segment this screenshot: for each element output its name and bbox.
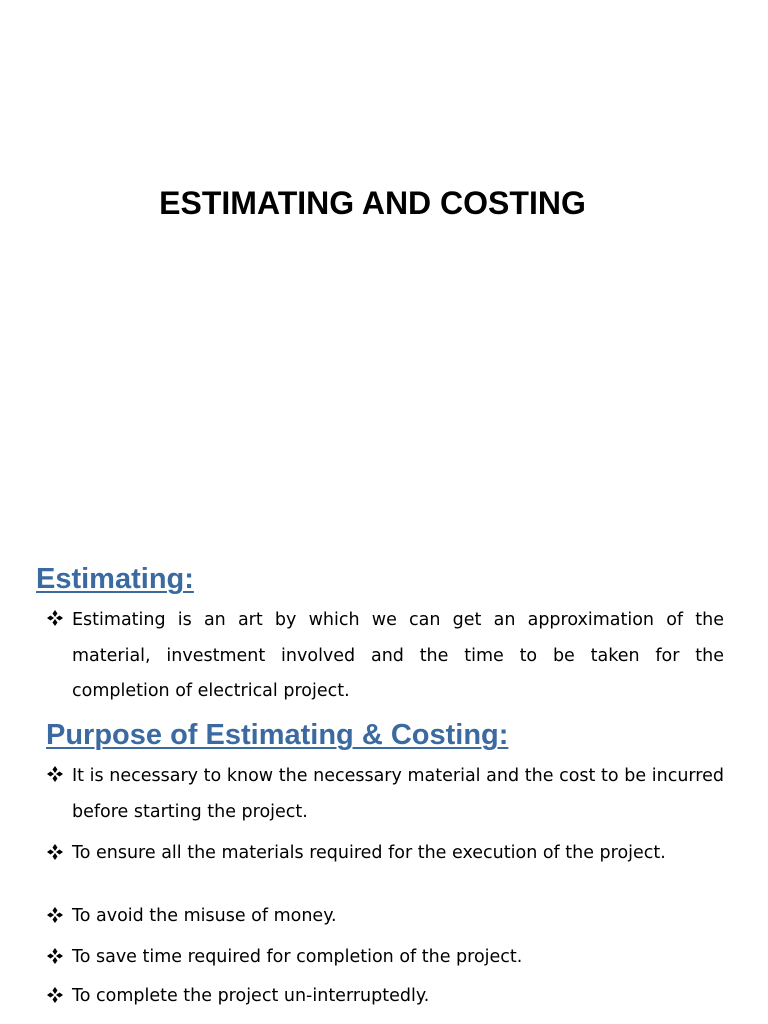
bullet-text: It is necessary to know the necessary material and the cost to be incurred before starting the project. — [72, 766, 724, 822]
four-diamond-bullet-icon — [46, 906, 64, 924]
bullet-text: To avoid the misuse of money. — [72, 906, 337, 926]
four-diamond-bullet-icon — [46, 843, 64, 861]
bullet-item — [46, 603, 724, 710]
four-diamond-bullet-icon — [46, 947, 64, 965]
bullet-text: To ensure all the materials required for the execution of the project. — [72, 843, 666, 863]
bullet-item — [46, 946, 724, 969]
four-diamond-bullet-icon — [46, 765, 64, 783]
bullet-item — [46, 759, 724, 830]
bullet-item — [46, 985, 724, 1008]
four-diamond-bullet-icon — [46, 609, 64, 627]
bullet-text: To complete the project un-interruptedly. — [72, 986, 430, 1006]
bullet-text: Estimating is an art by which we can get an approximation of the material, investment involved and the time to be taken for the completion of electrical project. — [72, 610, 724, 701]
section-heading-estimating: Estimating: — [36, 563, 194, 595]
document-title: ESTIMATING AND COSTING — [159, 185, 586, 221]
four-diamond-bullet-icon — [46, 986, 64, 1004]
bullet-text: To save time required for completion of the project. — [72, 947, 523, 967]
bullet-item — [46, 905, 724, 928]
section-heading-purpose: Purpose of Estimating & Costing: — [46, 719, 509, 751]
bullet-item — [46, 842, 724, 865]
